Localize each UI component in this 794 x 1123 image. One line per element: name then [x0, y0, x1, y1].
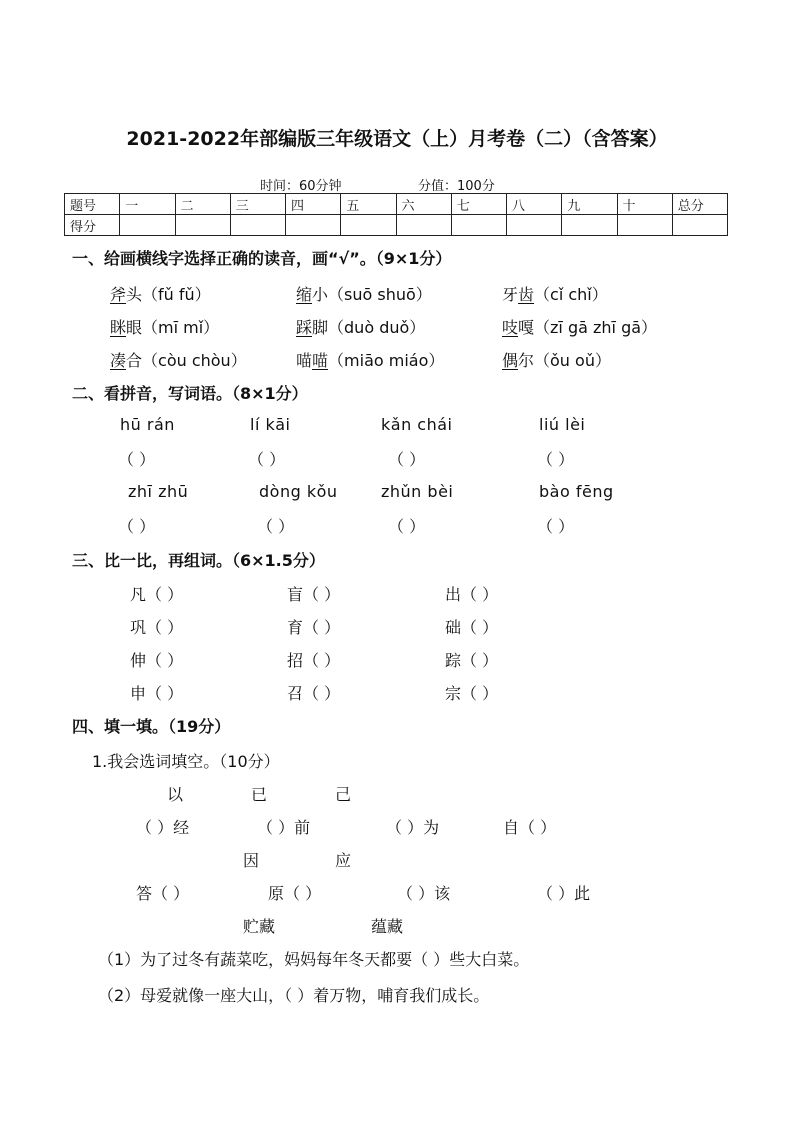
word-building-item[interactable]: 踪（ ）	[445, 651, 499, 670]
pinyin-prompt: dòng kǒu	[259, 482, 338, 501]
pinyin-choice-item[interactable]: 吱嘎（zī gā zhī gā）	[502, 318, 658, 337]
exam-score-total: 分值：100分	[418, 179, 495, 194]
fill-blank-item[interactable]: 答（ ）	[136, 884, 190, 903]
word-building-item[interactable]: 出（ ）	[445, 585, 499, 604]
pinyin-choice-item[interactable]: 喵喵（miāo miáo）	[296, 351, 445, 370]
section-2-heading: 二、看拼音，写词语。（8×1分）	[72, 384, 308, 403]
word-building-item[interactable]: 盲（ ）	[287, 585, 341, 604]
score-input-cell[interactable]	[672, 215, 727, 236]
score-input-cell[interactable]	[120, 215, 175, 236]
word-building-item[interactable]: 招（ ）	[287, 651, 341, 670]
score-table-header-row	[65, 194, 728, 215]
score-table	[64, 193, 728, 236]
fill-sentence[interactable]: （1）为了过冬有蔬菜吃，妈妈每年冬天都要（ ）些大白菜。	[98, 950, 530, 969]
fill-blank-item[interactable]: 原（ ）	[268, 884, 322, 903]
page-title: 2021-2022年部编版三年级语文（上）月考卷（二）（含答案）	[126, 128, 668, 150]
fill-blank-item[interactable]: （ ）该	[397, 884, 451, 903]
table-cell: 十	[617, 194, 672, 215]
word-building-item[interactable]: 础（ ）	[445, 618, 499, 637]
choice-word: 应	[335, 851, 352, 870]
answer-blank[interactable]: （ ）	[257, 517, 295, 536]
score-input-cell[interactable]	[341, 215, 396, 236]
word-building-item[interactable]: 巩（ ）	[130, 618, 184, 637]
fill-sentence[interactable]: （2）母爱就像一座大山，（ ）着万物，哺育我们成长。	[98, 986, 490, 1005]
subsection-heading: 1.我会选词填空。（10分）	[92, 752, 280, 771]
choice-word: 蕴藏	[371, 917, 404, 936]
pinyin-choice-item[interactable]: 缩小（suō shuō）	[296, 285, 432, 304]
section-4-heading: 四、填一填。（19分）	[72, 717, 231, 736]
table-cell: 四	[286, 194, 341, 215]
pinyin-choice-item[interactable]: 偶尔（ǒu oǔ）	[502, 351, 611, 370]
table-cell: 七	[451, 194, 506, 215]
fill-blank-item[interactable]: （ ）为	[386, 818, 440, 837]
answer-blank[interactable]: （ ）	[388, 450, 426, 469]
fill-blank-item[interactable]: 自（ ）	[503, 818, 557, 837]
pinyin-prompt: hū rán	[120, 415, 175, 434]
table-cell: 八	[507, 194, 562, 215]
answer-blank[interactable]: （ ）	[118, 517, 156, 536]
score-input-cell[interactable]	[286, 215, 341, 236]
fill-blank-item[interactable]: （ ）此	[537, 884, 591, 903]
table-cell: 总分	[672, 194, 727, 215]
score-input-cell[interactable]	[562, 215, 617, 236]
pinyin-choice-item[interactable]: 斧头（fǔ fǔ）	[110, 285, 211, 304]
table-cell: 二	[175, 194, 230, 215]
pinyin-choice-item[interactable]: 踩脚（duò duǒ）	[296, 318, 426, 337]
section-3-heading: 三、比一比，再组词。（6×1.5分）	[72, 551, 325, 570]
word-building-item[interactable]: 凡（ ）	[130, 585, 184, 604]
table-cell: 题号	[65, 194, 120, 215]
fill-blank-item[interactable]: （ ）前	[257, 818, 311, 837]
choice-word: 以	[167, 785, 184, 804]
pinyin-prompt: zhǔn bèi	[381, 482, 454, 501]
score-input-cell[interactable]	[396, 215, 451, 236]
pinyin-prompt: liú lèi	[539, 415, 586, 434]
table-cell: 五	[341, 194, 396, 215]
table-cell: 得分	[65, 215, 120, 236]
table-cell: 九	[562, 194, 617, 215]
table-cell: 一	[120, 194, 175, 215]
score-table-score-row	[65, 215, 728, 236]
choice-word: 因	[243, 851, 260, 870]
pinyin-choice-item[interactable]: 牙齿（cǐ chǐ）	[502, 285, 608, 304]
answer-blank[interactable]: （ ）	[388, 517, 426, 536]
answer-blank[interactable]: （ ）	[537, 450, 575, 469]
word-building-item[interactable]: 伸（ ）	[130, 651, 184, 670]
word-building-item[interactable]: 育（ ）	[287, 618, 341, 637]
fill-blank-item[interactable]: （ ）经	[136, 818, 190, 837]
word-building-item[interactable]: 宗（ ）	[445, 684, 499, 703]
word-building-item[interactable]: 申（ ）	[130, 684, 184, 703]
score-input-cell[interactable]	[451, 215, 506, 236]
score-input-cell[interactable]	[175, 215, 230, 236]
section-1-heading: 一、给画横线字选择正确的读音，画“√”。（9×1分）	[72, 249, 452, 268]
table-cell: 三	[230, 194, 285, 215]
answer-blank[interactable]: （ ）	[118, 450, 156, 469]
pinyin-prompt: lí kāi	[250, 415, 291, 434]
pinyin-prompt: kǎn chái	[381, 415, 453, 434]
word-building-item[interactable]: 召（ ）	[287, 684, 341, 703]
choice-word: 己	[335, 785, 352, 804]
pinyin-choice-item[interactable]: 眯眼（mī mǐ）	[110, 318, 220, 337]
exam-time: 时间：60分钟	[260, 179, 342, 194]
pinyin-prompt: bào fēng	[539, 482, 614, 501]
score-input-cell[interactable]	[617, 215, 672, 236]
answer-blank[interactable]: （ ）	[537, 517, 575, 536]
answer-blank[interactable]: （ ）	[248, 450, 286, 469]
pinyin-choice-item[interactable]: 凑合（còu chòu）	[110, 351, 247, 370]
choice-word: 贮藏	[243, 917, 276, 936]
pinyin-prompt: zhī zhū	[128, 482, 189, 501]
score-input-cell[interactable]	[230, 215, 285, 236]
score-input-cell[interactable]	[507, 215, 562, 236]
table-cell: 六	[396, 194, 451, 215]
choice-word: 已	[251, 785, 268, 804]
